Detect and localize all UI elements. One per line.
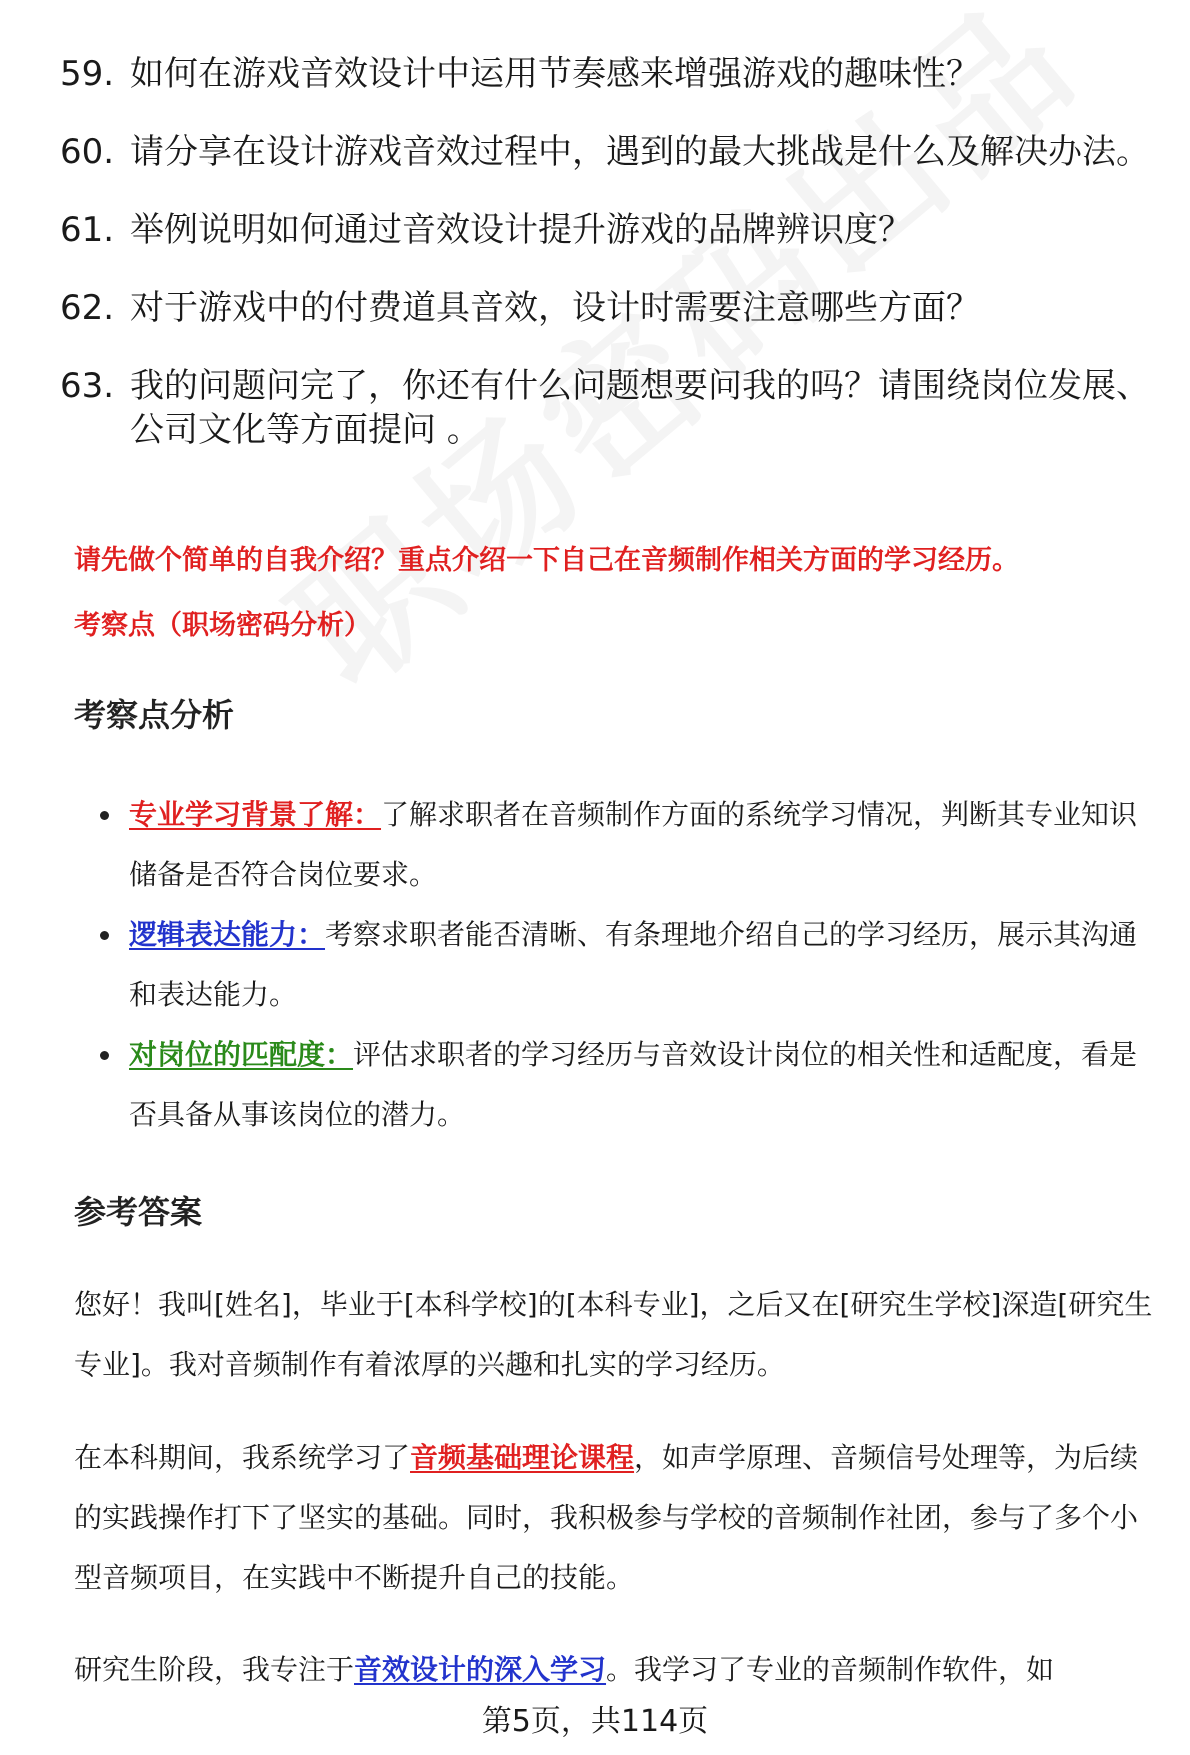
question-text: 举例说明如何通过音效设计提升游戏的品牌辨识度？: [130, 210, 912, 250]
bullet-icon: [100, 811, 109, 820]
question-heading: 请先做个简单的自我介绍？重点介绍一下自己在音频制作相关方面的学习经历。: [74, 545, 1019, 576]
analysis-list: [100, 785, 1150, 1145]
answer-title: 参考答案: [74, 1193, 203, 1231]
analysis-item: [100, 1025, 1150, 1145]
question-text: 请分享在设计游戏音效过程中，遇到的最大挑战是什么及解决办法。: [130, 132, 1150, 172]
answer-paragraph: [74, 1428, 1154, 1608]
question-text: 如何在游戏音效设计中运用节奏感来增强游戏的趣味性？: [130, 54, 980, 94]
question-number: 63.: [60, 366, 115, 406]
analysis-text: 了解求职者在音频制作方面的系统学习情况，判断其专业知识储备是否符合岗位要求。: [129, 798, 1138, 891]
answer-paragraph: [74, 1640, 1154, 1700]
analysis-item: [100, 785, 1150, 905]
answer-text: ，如声学原理、音频信号处理等，为后续的实践操作打下了坚实的基础。同时，我积极参与学校的音频制作社团，参与了多个小型音频项目，在实践中不断提升自己的技能。: [74, 1441, 1139, 1594]
analysis-keyword: 对岗位的匹配度：: [129, 1038, 354, 1071]
analysis-text: 评估求职者的学习经历与音效设计岗位的相关性和适配度，看是否具备从事该岗位的潜力。: [129, 1038, 1138, 1131]
question-text: 我的问题问完了，你还有什么问题想要问我的吗？请围绕岗位发展、公司文化等方面提问 。: [130, 366, 1150, 450]
question-text: 对于游戏中的付费道具音效，设计时需要注意哪些方面？: [130, 288, 980, 328]
analysis-item: [100, 905, 1150, 1025]
answer-text: 。我学习了专业的音频制作软件，如: [606, 1653, 1055, 1686]
analysis-title: 考察点分析: [74, 696, 235, 734]
question-number: 62.: [60, 288, 115, 328]
answer-highlight: 音频基础理论课程: [410, 1441, 635, 1474]
question-item: [60, 130, 1150, 174]
answer-paragraph: 您好！我叫[姓名]，毕业于[本科学校]的[本科专业]，之后又在[研究生学校]深造[研究生专业]。我对音频制作有着浓厚的兴趣和扎实的学习经历。: [74, 1288, 1153, 1381]
question-item: [60, 52, 1150, 96]
question-number: 59.: [60, 54, 115, 94]
page-footer: 第5页，共114页: [481, 1704, 709, 1739]
answer-highlight: 音效设计的深入学习: [354, 1653, 607, 1686]
analysis-keyword: 专业学习背景了解：: [129, 798, 382, 831]
question-item: [60, 208, 1150, 252]
answer-text: 在本科期间，我系统学习了: [74, 1441, 411, 1474]
question-number: 60.: [60, 132, 115, 172]
bullet-icon: [100, 1051, 109, 1060]
question-item: [60, 364, 1150, 452]
question-item: [60, 286, 1150, 330]
analysis-text: 考察求职者能否清晰、有条理地介绍自己的学习经历，展示其沟通和表达能力。: [129, 918, 1138, 1011]
bullet-icon: [100, 931, 109, 940]
analysis-keyword: 逻辑表达能力：: [129, 918, 326, 951]
answer-text: 研究生阶段，我专注于: [74, 1653, 355, 1686]
question-number: 61.: [60, 210, 115, 250]
exam-point-label: 考察点（职场密码分析）: [74, 610, 371, 641]
question-list: [60, 52, 1150, 486]
